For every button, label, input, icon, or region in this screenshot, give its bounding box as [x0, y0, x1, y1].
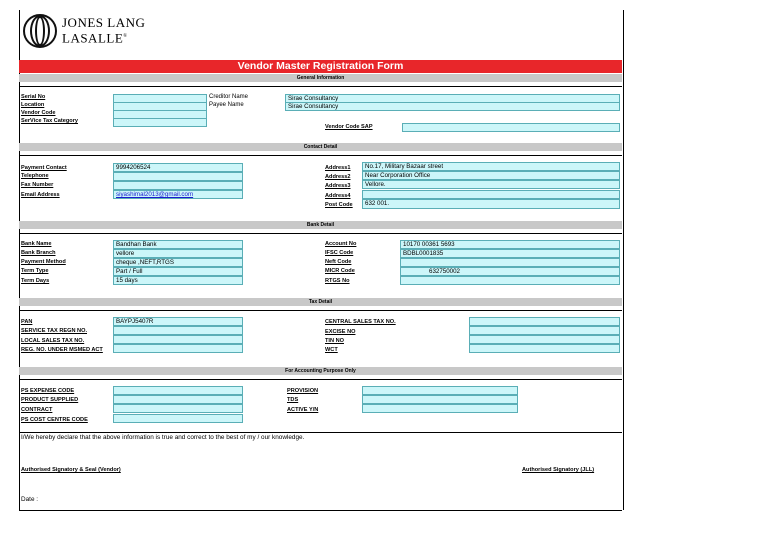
address2-label: Address2: [325, 174, 351, 180]
payee-name-label: Payee Name: [209, 102, 244, 108]
address1-label: Address1: [325, 165, 351, 171]
location-label: Location: [21, 102, 45, 108]
declaration-text: I/We hereby declare that the above information is true and correct to the best of my / our knowledge.: [21, 434, 305, 441]
address4-label: Address4: [325, 193, 351, 199]
neft-code-label: Neft Code: [325, 259, 352, 265]
contract-label: CONTRACT: [21, 407, 53, 413]
section-contact-header: Contact Detail: [19, 143, 622, 151]
address4-field[interactable]: [362, 190, 620, 199]
rtgs-no-label: RTGS No: [325, 278, 350, 284]
telephone-field[interactable]: [113, 172, 243, 181]
address3-label: Address3: [325, 183, 351, 189]
central-sales-tax-field[interactable]: [469, 317, 620, 326]
bank-branch-label: Bank Branch: [21, 250, 56, 256]
tds-field[interactable]: [362, 395, 518, 404]
bank-name-label: Bank Name: [21, 241, 52, 247]
account-no-field[interactable]: 10170 00361 5693: [400, 240, 620, 249]
neft-code-field[interactable]: [400, 258, 620, 267]
telephone-label: Telephone: [21, 173, 49, 179]
central-sales-tax-label: CENTRAL SALES TAX NO.: [325, 319, 396, 325]
serial-no-label: Serial No: [21, 94, 46, 100]
service-tax-regn-field[interactable]: [113, 326, 243, 335]
term-days-field[interactable]: 15 days: [113, 276, 243, 285]
section-accounting-header: For Accounting Purpose Only: [19, 367, 622, 375]
vendor-code-sap-field[interactable]: [402, 123, 620, 132]
ps-cost-centre-label: PS COST CENTRE CODE: [21, 417, 88, 423]
ps-cost-centre-field[interactable]: [113, 414, 243, 423]
tds-label: TDS: [287, 397, 299, 403]
ifsc-code-label: IFSC Code: [325, 250, 354, 256]
active-yn-field[interactable]: [362, 404, 518, 413]
creditor-name-label: Creditor Name: [209, 94, 249, 100]
creditor-name-field[interactable]: Sirae Consultancy: [285, 94, 620, 103]
bank-branch-field[interactable]: vellore: [113, 249, 243, 258]
form-title: Vendor Master Registration Form: [19, 60, 622, 73]
divider: [19, 432, 622, 433]
account-no-label: Account No: [325, 241, 357, 247]
service-tax-category-field[interactable]: [113, 118, 207, 127]
product-supplied-label: PRODUCT SUPPLIED: [21, 397, 79, 403]
active-yn-label: ACTIVE Y/N: [287, 407, 319, 413]
wct-label: WCT: [325, 347, 338, 353]
form-bottom-border: [19, 510, 622, 511]
pan-label: PAN: [21, 319, 33, 325]
wct-field[interactable]: [469, 344, 620, 353]
msmed-reg-label: REG. NO. UNDER MSMED ACT: [21, 347, 103, 353]
tin-no-field[interactable]: [469, 335, 620, 344]
divider: [19, 310, 622, 311]
term-type-label: Term Type: [21, 268, 49, 274]
company-logo: [23, 14, 57, 48]
divider: [19, 86, 622, 87]
divider: [19, 155, 622, 156]
service-tax-regn-label: SERVICE TAX REGN NO.: [21, 328, 87, 334]
ps-expense-code-label: PS EXPENSE CODE: [21, 388, 75, 394]
local-sales-tax-label: LOCAL SALES TAX NO.: [21, 338, 85, 344]
post-code-field[interactable]: 632 001.: [362, 199, 620, 209]
product-supplied-field[interactable]: [113, 395, 243, 404]
company-name-line1: JONES LANG: [62, 15, 146, 30]
provision-label: PROVISION: [287, 388, 319, 394]
service-tax-category-label: SerVice Tax Category: [21, 118, 79, 124]
msmed-reg-field[interactable]: [113, 344, 243, 353]
pan-field[interactable]: BAYPJ5407R: [113, 317, 243, 326]
micr-code-field[interactable]: 632750002: [400, 267, 620, 276]
excise-no-field[interactable]: [469, 326, 620, 335]
excise-no-label: EXCISE NO: [325, 329, 356, 335]
ps-expense-code-field[interactable]: [113, 386, 243, 395]
vendor-signatory-label: Authorised Signatory & Seal (Vendor): [21, 467, 121, 473]
rtgs-no-field[interactable]: [400, 276, 620, 285]
micr-code-label: MICR Code: [325, 268, 355, 274]
fax-number-label: Fax Number: [21, 182, 54, 188]
vendor-code-label: Vendor Code: [21, 110, 56, 116]
term-days-label: Term Days: [21, 278, 50, 284]
logo-ring-inner: [35, 16, 45, 46]
payment-contact-field[interactable]: 9994206524: [113, 163, 243, 172]
local-sales-tax-field[interactable]: [113, 335, 243, 344]
tin-no-label: TIN NO: [325, 338, 344, 344]
date-label: Date :: [21, 496, 39, 503]
section-general-header: General Information: [19, 74, 622, 82]
email-address-field[interactable]: siyashimal2013@gmail.com: [113, 190, 243, 199]
payment-method-field[interactable]: cheque ,NEFT,RTGS: [113, 258, 243, 267]
provision-field[interactable]: [362, 386, 518, 395]
payee-name-field[interactable]: Sirae Consultancy: [285, 102, 620, 111]
divider: [19, 233, 622, 234]
address1-field[interactable]: No.17, Military Bazaar street: [362, 162, 620, 171]
vendor-code-sap-label: Vendor Code SAP: [325, 124, 373, 130]
section-tax-header: Tax Detail: [19, 298, 622, 306]
section-bank-header: Bank Detail: [19, 221, 622, 229]
bank-name-field[interactable]: Bandhan Bank: [113, 240, 243, 249]
address3-field[interactable]: Vellore.: [362, 180, 620, 189]
company-name-line2: LASALLE®: [62, 30, 128, 46]
address2-field[interactable]: Near Corporation Office: [362, 171, 620, 180]
jll-signatory-label: Authorised Signatory (JLL): [522, 467, 595, 473]
fax-number-field[interactable]: [113, 181, 243, 190]
post-code-label: Post Code: [325, 202, 353, 208]
divider: [19, 379, 622, 380]
payment-contact-label: Payment Contact: [21, 165, 67, 171]
email-address-label: Email Address: [21, 192, 60, 198]
company-name: [62, 16, 145, 45]
payment-method-label: Payment Method: [21, 259, 66, 265]
term-type-field[interactable]: Part / Full: [113, 267, 243, 276]
contract-field[interactable]: [113, 404, 243, 413]
ifsc-code-field[interactable]: BDBL0001835: [400, 249, 620, 258]
